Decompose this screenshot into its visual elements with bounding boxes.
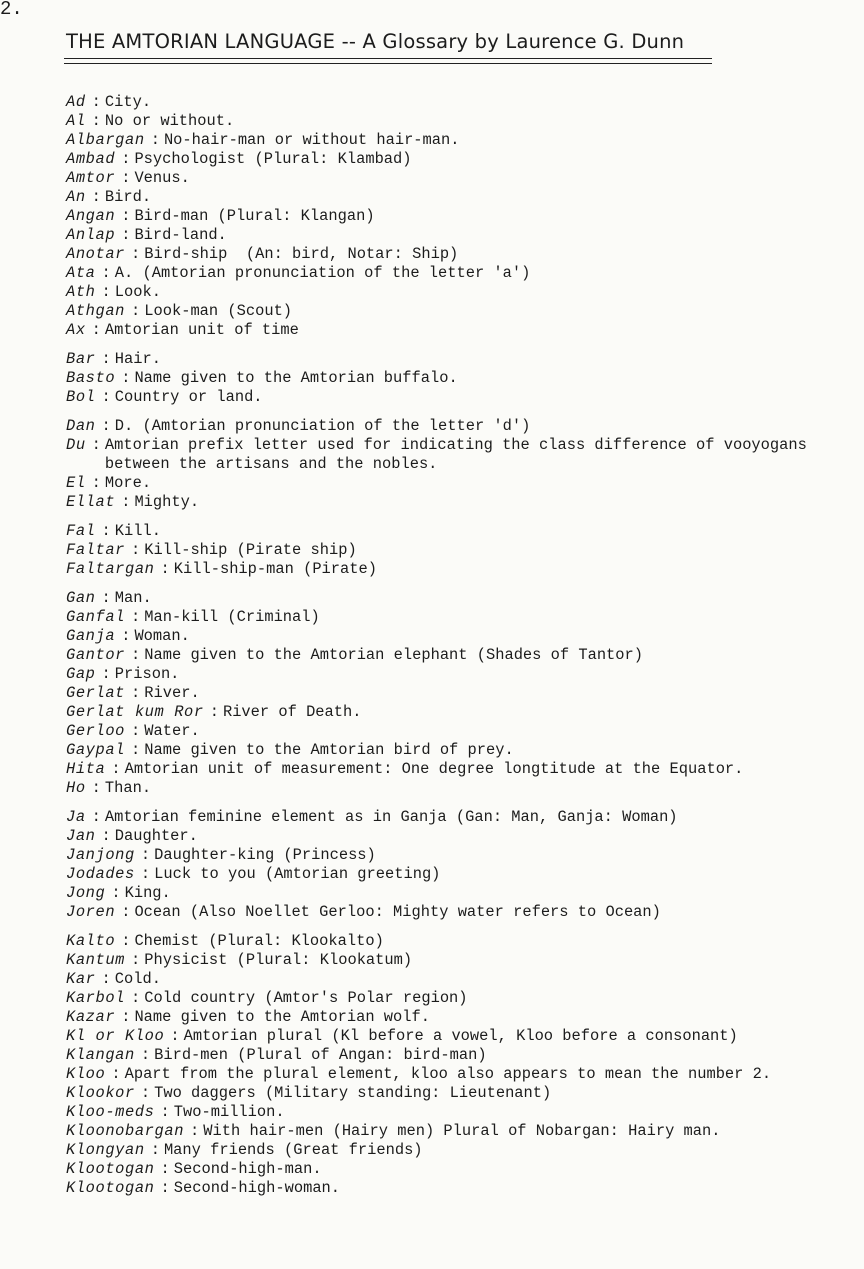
entry-definition: A. (Amtorian pronunciation of the letter 'a')	[114, 264, 531, 282]
entry-separator: :	[121, 932, 131, 950]
entry-term: Ellat	[66, 493, 116, 511]
entry-term: Klookor	[66, 1084, 135, 1102]
entry-definition: Apart from the plural element, kloo also appears to mean the number 2.	[124, 1065, 772, 1083]
entry-separator: :	[131, 722, 141, 740]
entry-term: Kl or Kloo	[66, 1027, 165, 1045]
entry-separator: :	[101, 589, 111, 607]
glossary-entry	[66, 608, 856, 627]
entry-definition: Name given to the Amtorian buffalo.	[134, 369, 458, 387]
entry-separator: :	[121, 493, 131, 511]
entry-term: Karbol	[66, 989, 126, 1007]
entry-term: Albargan	[66, 131, 145, 149]
entry-definition: Second-high-man.	[173, 1160, 322, 1178]
entry-term: Klongyan	[66, 1141, 145, 1159]
glossary-entry	[66, 350, 856, 369]
entry-separator: :	[131, 245, 141, 263]
glossary-entry	[66, 245, 856, 264]
entry-term: Kantum	[66, 951, 126, 969]
entry-term: Du	[66, 436, 86, 454]
glossary-entry	[66, 283, 856, 302]
entry-definition: Second-high-woman.	[173, 1179, 341, 1197]
entry-separator: :	[131, 608, 141, 626]
entry-separator: :	[131, 951, 141, 969]
glossary-entry	[66, 522, 856, 541]
entry-separator: :	[131, 302, 141, 320]
glossary-entry	[66, 321, 856, 340]
entry-separator: :	[91, 436, 101, 454]
section-gap	[66, 407, 856, 417]
entry-definition: King.	[124, 884, 171, 902]
entry-separator: :	[121, 150, 131, 168]
entry-separator: :	[131, 989, 141, 1007]
entry-definition: Name given to the Amtorian elephant (Shades of Tantor)	[144, 646, 644, 664]
entry-definition: City.	[104, 93, 152, 111]
entry-separator: :	[121, 903, 131, 921]
entry-separator: :	[101, 827, 111, 845]
entry-definition: Bird-men (Plural of Angan: bird-man)	[154, 1046, 487, 1064]
entry-definition: Bird-ship (An: bird, Notar: Ship)	[144, 245, 459, 263]
entry-separator: :	[131, 541, 141, 559]
glossary-entry	[66, 722, 856, 741]
entry-term: Ata	[66, 264, 96, 282]
glossary-entry	[66, 827, 856, 846]
entry-definition: Amtorian feminine element as in Ganja (Gan: Man, Ganja: Woman)	[104, 808, 678, 826]
entry-term: Kloonobargan	[66, 1122, 185, 1140]
entry-separator: :	[91, 474, 101, 492]
entry-term: Dan	[66, 417, 96, 435]
glossary-entry	[66, 188, 856, 207]
glossary-entry	[66, 970, 856, 989]
entry-term: Athgan	[66, 302, 126, 320]
entry-definition: Cold.	[114, 970, 161, 988]
title-rule-top	[64, 58, 712, 59]
entry-definition: Than.	[104, 779, 152, 797]
entry-definition: No-hair-man or without hair-man.	[163, 131, 460, 149]
entry-definition: Amtorian unit of time	[104, 321, 299, 339]
entry-definition: Daughter-king (Princess)	[154, 846, 376, 864]
glossary-list	[66, 93, 856, 1198]
entry-term: Bol	[66, 388, 96, 406]
section-gap	[66, 798, 856, 808]
page-number: 2.	[0, 0, 23, 20]
entry-term: Ho	[66, 779, 86, 797]
entry-term: Gerlat kum Ror	[66, 703, 204, 721]
glossary-entry	[66, 884, 856, 903]
entry-separator: :	[160, 560, 170, 578]
entry-definition: Look.	[114, 283, 161, 301]
entry-term: Janjong	[66, 846, 135, 864]
entry-separator: :	[91, 779, 101, 797]
entry-definition: Cold country (Amtor's Polar region)	[144, 989, 468, 1007]
entry-definition: Country or land.	[114, 388, 263, 406]
glossary-entry	[66, 150, 856, 169]
entry-term: Kar	[66, 970, 96, 988]
entry-term: Klootogan	[66, 1179, 155, 1197]
entry-term: Ax	[66, 321, 86, 339]
glossary-entry	[66, 589, 856, 608]
entry-definition: Physicist (Plural: Klookatum)	[144, 951, 413, 969]
entry-definition: River.	[144, 684, 200, 702]
entry-term: Anotar	[66, 245, 126, 263]
entry-term: Jong	[66, 884, 106, 902]
glossary-entry	[66, 541, 856, 560]
entry-definition: Amtorian plural (Kl before a vowel, Kloo before a consonant)	[183, 1027, 738, 1045]
entry-term: Kalto	[66, 932, 116, 950]
entry-separator: :	[121, 369, 131, 387]
section-gap	[66, 340, 856, 350]
entry-definition: Man.	[114, 589, 152, 607]
entry-definition: Psychologist (Plural: Klambad)	[134, 150, 412, 168]
glossary-entry	[66, 951, 856, 970]
glossary-entry	[66, 1122, 856, 1141]
glossary-entry	[66, 903, 856, 922]
entry-definition: Kill-ship-man (Pirate)	[173, 560, 377, 578]
entry-separator: :	[160, 1160, 170, 1178]
entry-definition: Look-man (Scout)	[144, 302, 293, 320]
glossary-entry	[66, 1046, 856, 1065]
entry-term: Gaypal	[66, 741, 126, 759]
entry-term: Gap	[66, 665, 96, 683]
glossary-entry	[66, 560, 856, 579]
entry-term: Ad	[66, 93, 86, 111]
glossary-entry	[66, 865, 856, 884]
entry-term: Faltargan	[66, 560, 155, 578]
entry-term: Fal	[66, 522, 96, 540]
entry-term: Klootogan	[66, 1160, 155, 1178]
glossary-entry	[66, 646, 856, 665]
entry-definition: Chemist (Plural: Klookalto)	[134, 932, 384, 950]
entry-term: Gan	[66, 589, 96, 607]
entry-separator: :	[131, 646, 141, 664]
entry-definition: Bird-man (Plural: Klangan)	[134, 207, 375, 225]
entry-separator: :	[111, 884, 121, 902]
entry-separator: :	[131, 684, 141, 702]
entry-separator: :	[121, 1008, 131, 1026]
entry-separator: :	[121, 627, 131, 645]
section-gap	[66, 512, 856, 522]
entry-term: Gerlat	[66, 684, 126, 702]
entry-separator: :	[101, 970, 111, 988]
entry-term: Jan	[66, 827, 96, 845]
glossary-entry	[66, 1103, 856, 1122]
section-gap	[66, 922, 856, 932]
entry-separator: :	[140, 865, 151, 883]
glossary-entry	[66, 1084, 856, 1103]
entry-separator: :	[190, 1122, 200, 1140]
glossary-entry	[66, 207, 856, 226]
entry-term: El	[66, 474, 86, 492]
glossary-entry	[66, 474, 856, 493]
glossary-entry	[66, 388, 856, 407]
entry-term: Ambad	[66, 150, 116, 168]
entry-separator: :	[101, 522, 111, 540]
glossary-entry	[66, 808, 856, 827]
section-gap	[66, 579, 856, 589]
entry-separator: :	[101, 350, 111, 368]
entry-separator: :	[101, 264, 111, 282]
entry-definition: Bird.	[104, 188, 152, 206]
entry-definition: Prison.	[114, 665, 180, 683]
entry-definition: Water.	[144, 722, 200, 740]
entry-separator: :	[140, 1084, 151, 1102]
entry-separator: :	[160, 1179, 170, 1197]
entry-definition: Bird-land.	[134, 226, 227, 244]
entry-term: Ath	[66, 283, 96, 301]
entry-definition: Amtorian unit of measurement: One degree longtitude at the Equator.	[124, 760, 744, 778]
glossary-entry	[66, 436, 856, 474]
entry-definition: Luck to you (Amtorian greeting)	[154, 865, 441, 883]
glossary-entry	[66, 1141, 856, 1160]
glossary-entry	[66, 226, 856, 245]
entry-definition: Mighty.	[134, 493, 200, 511]
entry-term: Hita	[66, 760, 106, 778]
glossary-entry	[66, 1065, 856, 1084]
entry-separator: :	[101, 283, 111, 301]
entry-definition: D. (Amtorian pronunciation of the letter 'd')	[114, 417, 531, 435]
entry-definition: Name given to the Amtorian wolf.	[134, 1008, 430, 1026]
page-title: THE AMTORIAN LANGUAGE -- A Glossary by Laurence G. Dunn	[66, 30, 685, 53]
glossary-entry	[66, 684, 856, 703]
entry-definition: Woman.	[134, 627, 190, 645]
glossary-entry	[66, 1027, 856, 1046]
entry-term: Kloo-meds	[66, 1103, 155, 1121]
entry-term: Klangan	[66, 1046, 135, 1064]
entry-separator: :	[101, 417, 111, 435]
glossary-entry	[66, 760, 856, 779]
entry-separator: :	[150, 1141, 160, 1159]
glossary-entry	[66, 665, 856, 684]
entry-separator: :	[101, 388, 111, 406]
glossary-entry	[66, 417, 856, 436]
entry-term: Kloo	[66, 1065, 106, 1083]
entry-term: Ganfal	[66, 608, 126, 626]
entry-term: Jodades	[66, 865, 135, 883]
entry-term: Gerloo	[66, 722, 126, 740]
entry-definition: Amtorian prefix letter used for indicating the class difference of vooyogans between the artisans and the nobles.	[104, 436, 807, 473]
title-rule-bottom	[64, 63, 712, 64]
glossary-entry	[66, 1160, 856, 1179]
entry-term: Angan	[66, 207, 116, 225]
entry-term: Ganja	[66, 627, 116, 645]
entry-separator: :	[91, 321, 101, 339]
entry-separator: :	[91, 808, 101, 826]
entry-separator: :	[101, 665, 111, 683]
entry-term: Al	[66, 112, 86, 130]
entry-term: Bar	[66, 350, 96, 368]
glossary-entry	[66, 112, 856, 131]
entry-separator: :	[121, 169, 131, 187]
entry-separator: :	[121, 207, 131, 225]
glossary-entry	[66, 703, 856, 722]
entry-term: Joren	[66, 903, 116, 921]
glossary-entry	[66, 989, 856, 1008]
entry-definition: Venus.	[134, 169, 190, 187]
glossary-entry	[66, 131, 856, 150]
glossary-entry	[66, 741, 856, 760]
glossary-entry	[66, 264, 856, 283]
entry-definition: Hair.	[114, 350, 161, 368]
entry-definition: River of Death.	[222, 703, 362, 721]
entry-term: Kazar	[66, 1008, 116, 1026]
entry-definition: Name given to the Amtorian bird of prey.	[144, 741, 514, 759]
entry-term: Basto	[66, 369, 116, 387]
entry-definition: No or without.	[104, 112, 235, 130]
entry-definition: With hair-men (Hairy men) Plural of Nobargan: Hairy man.	[203, 1122, 721, 1140]
entry-separator: :	[150, 131, 160, 149]
entry-separator: :	[111, 1065, 121, 1083]
entry-definition: Many friends (Great friends)	[163, 1141, 423, 1159]
entry-definition: Two-million.	[173, 1103, 285, 1121]
glossary-entry	[66, 627, 856, 646]
glossary-entry	[66, 932, 856, 951]
glossary-entry	[66, 93, 856, 112]
entry-separator: :	[170, 1027, 180, 1045]
glossary-entry	[66, 1008, 856, 1027]
entry-term: Amtor	[66, 169, 116, 187]
entry-term: Ja	[66, 808, 86, 826]
glossary-entry	[66, 779, 856, 798]
entry-separator: :	[91, 93, 101, 111]
glossary-entry	[66, 302, 856, 321]
entry-definition: Kill.	[114, 522, 161, 540]
entry-definition: Ocean (Also Noellet Gerloo: Mighty water refers to Ocean)	[134, 903, 661, 921]
entry-definition: Two daggers (Military standing: Lieutenant)	[154, 1084, 552, 1102]
entry-separator: :	[131, 741, 141, 759]
entry-separator: :	[91, 112, 101, 130]
glossary-entry	[66, 169, 856, 188]
entry-separator: :	[91, 188, 101, 206]
entry-definition: Kill-ship (Pirate ship)	[144, 541, 357, 559]
entry-definition: More.	[104, 474, 152, 492]
entry-separator: :	[160, 1103, 170, 1121]
entry-separator: :	[140, 846, 151, 864]
entry-term: An	[66, 188, 86, 206]
entry-separator: :	[111, 760, 121, 778]
glossary-entry	[66, 846, 856, 865]
glossary-entry	[66, 1179, 856, 1198]
glossary-entry	[66, 493, 856, 512]
entry-term: Anlap	[66, 226, 116, 244]
entry-definition: Man-kill (Criminal)	[144, 608, 320, 626]
entry-term: Faltar	[66, 541, 126, 559]
entry-term: Gantor	[66, 646, 126, 664]
glossary-entry	[66, 369, 856, 388]
entry-separator: :	[140, 1046, 151, 1064]
entry-separator: :	[209, 703, 219, 721]
entry-separator: :	[121, 226, 131, 244]
entry-definition: Daughter.	[114, 827, 198, 845]
